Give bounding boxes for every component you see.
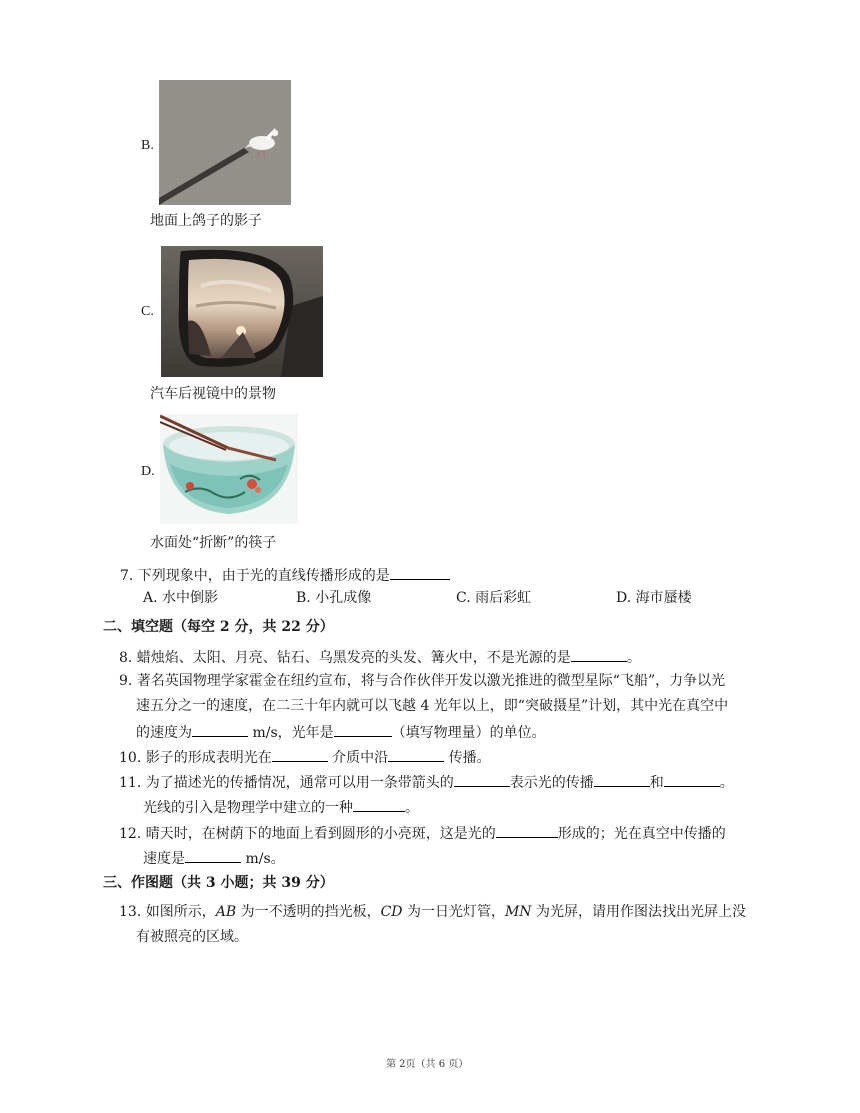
question-12-line1 bbox=[119, 824, 726, 843]
question-8-text: 8. 蜡烛焰、太阳、月亮、钻石、乌黑发亮的头发、篝火中，不是光源的是 bbox=[119, 650, 571, 666]
answer-blank[interactable] bbox=[571, 648, 627, 662]
question-7-stem: 7. 下列现象中，由于光的直线传播形成的是 bbox=[120, 568, 390, 584]
question-11-d: 。 bbox=[719, 775, 734, 791]
answer-blank[interactable] bbox=[664, 773, 720, 787]
page-footer: 第 2页（共 6 页） bbox=[386, 1059, 469, 1070]
answer-blank[interactable] bbox=[192, 723, 248, 737]
answer-blank[interactable] bbox=[390, 566, 450, 580]
question-9-lightyear-label: ，光年是 bbox=[277, 725, 334, 741]
unit-mps: m/s bbox=[245, 851, 271, 867]
answer-blank[interactable] bbox=[353, 798, 405, 812]
option-label-b: B. bbox=[141, 138, 154, 153]
question-13-line1 bbox=[119, 904, 746, 921]
question-13-pre: 13. 如图所示， bbox=[119, 904, 216, 920]
question-13-mid1: 为一不透明的挡光板， bbox=[236, 904, 381, 920]
question-13-mid3: 为光屏，请用作图法找出光屏上没 bbox=[531, 904, 747, 920]
answer-blank[interactable] bbox=[496, 824, 558, 838]
question-11-line1 bbox=[119, 773, 734, 792]
question-7 bbox=[120, 566, 450, 585]
question-13-line2: 有被照亮的区域。 bbox=[136, 929, 248, 945]
section-3-title: 三、作图题（共 3 小题；共 39 分） bbox=[103, 875, 334, 891]
q7-option-a[interactable]: A. 水中倒影 bbox=[143, 590, 219, 606]
question-9-speed-label: 的速度为 bbox=[136, 725, 192, 741]
question-10-a: 10. 影子的形成表明光在 bbox=[119, 750, 272, 766]
option-label-d: D. bbox=[141, 464, 155, 479]
q7-option-d[interactable]: D. 海市蜃楼 bbox=[616, 590, 692, 606]
label-cd: CD bbox=[380, 904, 403, 920]
question-10 bbox=[119, 748, 491, 767]
question-12-line2a: 速度是 bbox=[143, 851, 185, 867]
question-9-end: （填写物理量）的单位。 bbox=[391, 725, 546, 741]
question-11-a: 11. 为了描述光的传播情况，通常可以用一条带箭头的 bbox=[119, 775, 454, 791]
unit-mps: m/s bbox=[252, 725, 278, 741]
question-8 bbox=[119, 648, 641, 667]
caption-mirror: 汽车后视镜中的景物 bbox=[150, 386, 276, 402]
section-2-title: 二、填空题（每空 2 分，共 22 分） bbox=[103, 619, 334, 635]
question-11-c: 和 bbox=[649, 775, 664, 791]
question-12-line2 bbox=[143, 849, 285, 868]
question-8-end: 。 bbox=[626, 650, 641, 666]
question-9-line2: 速五分之一的速度，在二三十年内就可以飞越 4 光年以上，即“突破摄星”计划，其中光在真空中 bbox=[136, 698, 729, 714]
label-mn: MN bbox=[504, 904, 532, 920]
question-10-b: 介质中沿 bbox=[332, 750, 389, 766]
answer-blank[interactable] bbox=[185, 849, 241, 863]
question-11-b: 表示光的传播 bbox=[509, 775, 594, 791]
label-ab: AB bbox=[215, 904, 237, 920]
q7-option-b[interactable]: B. 小孔成像 bbox=[296, 590, 372, 606]
pigeon-shadow-image bbox=[159, 80, 291, 205]
q7-option-c[interactable]: C. 雨后彩虹 bbox=[456, 590, 532, 606]
question-9-line1: 9. 著名英国物理学家霍金在纽约宣布，将与合作伙伴开发以激光推进的微型星际“飞船”，力争以光 bbox=[119, 673, 726, 689]
question-12-end: 。 bbox=[270, 851, 285, 867]
question-13-mid2: 为一日光灯管， bbox=[402, 904, 505, 920]
answer-blank[interactable] bbox=[272, 748, 328, 762]
answer-blank[interactable] bbox=[454, 773, 510, 787]
question-10-c: 传播。 bbox=[448, 750, 491, 766]
question-9-line3 bbox=[136, 723, 546, 742]
caption-bowl: 水面处“折断”的筷子 bbox=[150, 535, 277, 551]
question-12-a: 12. 晴天时，在树荫下的地面上看到圆形的小亮斑，这是光的 bbox=[119, 826, 496, 842]
question-11-line2a: 光线的引入是物理学中建立的一种 bbox=[143, 800, 353, 816]
option-label-c: C. bbox=[141, 304, 154, 319]
question-11-line2b: 。 bbox=[405, 800, 419, 816]
question-12-b: 形成的；光在真空中传播的 bbox=[557, 826, 726, 842]
answer-blank[interactable] bbox=[334, 723, 392, 737]
question-11-line2 bbox=[143, 798, 419, 817]
car-mirror-image bbox=[161, 246, 323, 377]
caption-pigeon: 地面上鸽子的影子 bbox=[150, 213, 262, 229]
answer-blank[interactable] bbox=[594, 773, 650, 787]
answer-blank[interactable] bbox=[388, 748, 444, 762]
bowl-chopsticks-image bbox=[160, 414, 298, 524]
